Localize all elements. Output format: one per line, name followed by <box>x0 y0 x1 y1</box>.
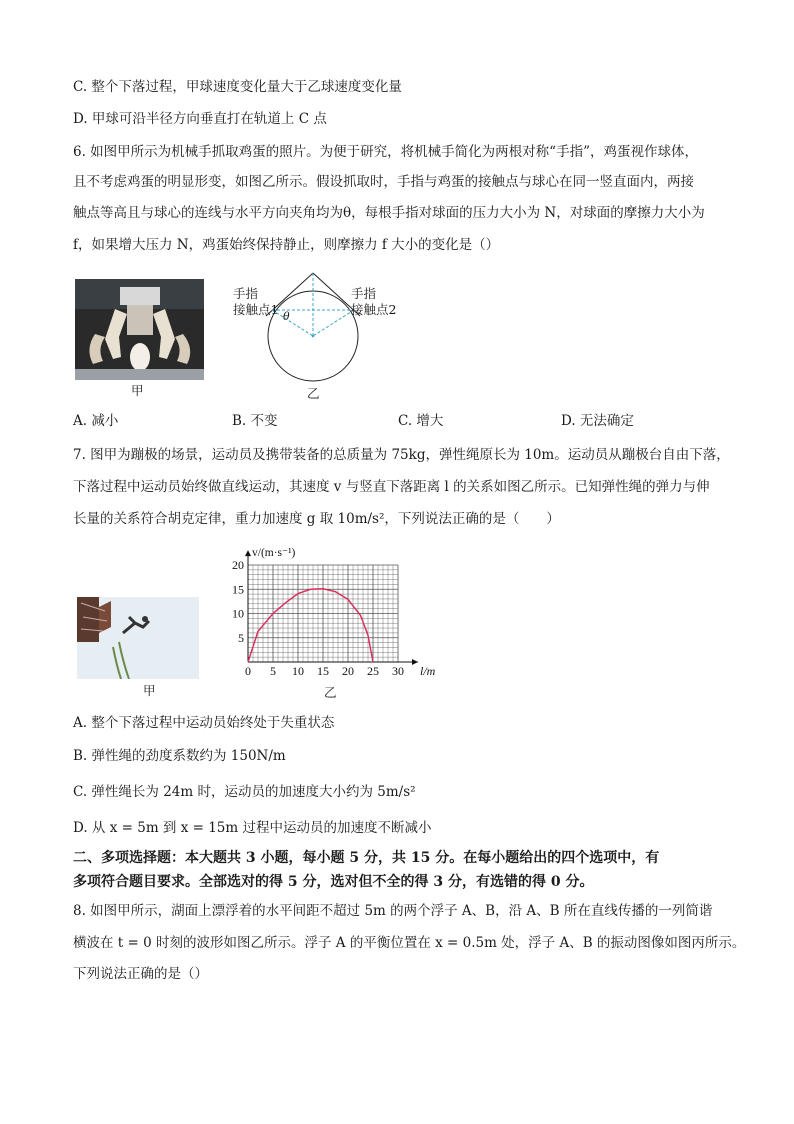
x-tick-label: 15 <box>317 664 329 678</box>
y-axis-arrow <box>245 550 251 556</box>
q6-option-c: C. 增大 <box>398 413 444 429</box>
angle-theta-label: θ <box>283 310 290 323</box>
q8-text-1: 8. 如图甲所示，湖面上漂浮着的水平间距不超过 5m 的两个浮子 A、B，沿 A、B 所在直线传播的一列简谐 <box>73 903 713 919</box>
label-right-contact: 接触点2 <box>351 302 397 317</box>
q7-graph-caption: 乙 <box>324 685 337 700</box>
option-d-prev: D. 甲球可沿半径方向垂直打在轨道上 C 点 <box>73 111 327 127</box>
q7-option-d: D. 从 x = 5m 到 x = 15m 过程中运动员的加速度不断减小 <box>73 820 432 836</box>
q6-text-3: 触点等高且与球心的连线与水平方向夹角均为θ，每根手指对球面的压力大小为 N，对球面的摩擦力大小为 <box>73 205 705 221</box>
q8-text-2: 横波在 t = 0 时刻的波形如图乙所示。浮子 A 的平衡位置在 x = 0.5m 处，浮子 A、B 的振动图像如图丙所示。 <box>73 935 746 951</box>
y-tick-label: 20 <box>232 558 244 572</box>
section-2-heading-2: 多项符合题目要求。全部选对的得 5 分，选对但不全的得 3 分，有选错的得 0 分。 <box>73 874 594 890</box>
section-2-heading-1: 二、多项选择题：本大题共 3 小题，每小题 5 分，共 15 分。在每小题给出的四个选项中，有 <box>73 850 660 866</box>
q8-text-3: 下列说法正确的是（） <box>73 966 208 982</box>
label-left-finger: 手指 <box>233 286 259 301</box>
q7-option-c: C. 弹性绳长为 24m 时，运动员的加速度大小约为 5m/s² <box>73 784 416 800</box>
q6-option-a: A. 减小 <box>73 413 119 429</box>
x-tick-label: 10 <box>292 664 304 678</box>
label-right-finger: 手指 <box>351 286 377 301</box>
q7-text-1: 7. 图甲为蹦极的场景，运动员及携带装备的总质量为 75kg，弹性绳原长为 10m。运动员从蹦极台自由下落， <box>73 447 730 463</box>
q6-option-b: B. 不变 <box>232 413 278 429</box>
velocity-distance-graph <box>225 543 435 683</box>
q6-photo-caption: 甲 <box>131 383 144 398</box>
y-axis-label: v/(m·s⁻¹) <box>252 547 296 559</box>
velocity-curve <box>248 589 373 662</box>
egg-center <box>312 335 315 338</box>
q6-text-4: f，如果增大压力 N，鸡蛋始终保持静止，则摩擦力 f 大小的变化是（） <box>73 237 500 253</box>
x-tick-label: 0 <box>245 664 251 678</box>
y-tick-label: 5 <box>238 630 244 645</box>
robot-hand-photo <box>75 279 204 380</box>
q7-text-2: 下落过程中运动员始终做直线运动，其速度 v 与竖直下落距离 l 的关系如图乙所示。已知弹性绳的弹力与伸 <box>73 479 710 495</box>
x-tick-label: 30 <box>392 664 404 678</box>
x-tick-label: 20 <box>342 664 354 678</box>
q7-option-a: A. 整个下落过程中运动员始终处于失重状态 <box>73 715 335 731</box>
x-tick-label: 25 <box>367 664 379 678</box>
bungee-photo <box>77 597 199 679</box>
x-axis-label: l/m <box>420 664 435 678</box>
x-axis-arrow <box>412 659 418 665</box>
y-tick-label: 15 <box>232 582 244 597</box>
x-tick-label: 5 <box>270 664 276 678</box>
y-tick-label: 10 <box>232 606 244 621</box>
label-left-contact: 接触点1 <box>233 302 279 317</box>
radius-right <box>313 310 354 336</box>
q6-diagram-caption: 乙 <box>307 386 320 401</box>
q7-option-b: B. 弹性绳的劲度系数约为 150N/m <box>73 748 286 764</box>
q7-text-3: 长量的关系符合胡克定律，重力加速度 g 取 10m/s²，下列说法正确的是（ ） <box>73 511 560 527</box>
q6-text-2: 且不考虑鸡蛋的明显形变，如图乙所示。假设抓取时，手指与鸡蛋的接触点与球心在同一竖直面内，两接 <box>73 174 694 190</box>
q6-text-1: 6. 如图甲所示为机械手抓取鸡蛋的照片。为便于研究，将机械手简化为两根对称“手指”，鸡蛋视作球体， <box>73 144 698 160</box>
option-c-prev: C. 整个下落过程，甲球速度变化量大于乙球速度变化量 <box>73 79 402 95</box>
q6-option-d: D. 无法确定 <box>561 413 634 429</box>
q7-photo-caption: 甲 <box>143 683 156 698</box>
